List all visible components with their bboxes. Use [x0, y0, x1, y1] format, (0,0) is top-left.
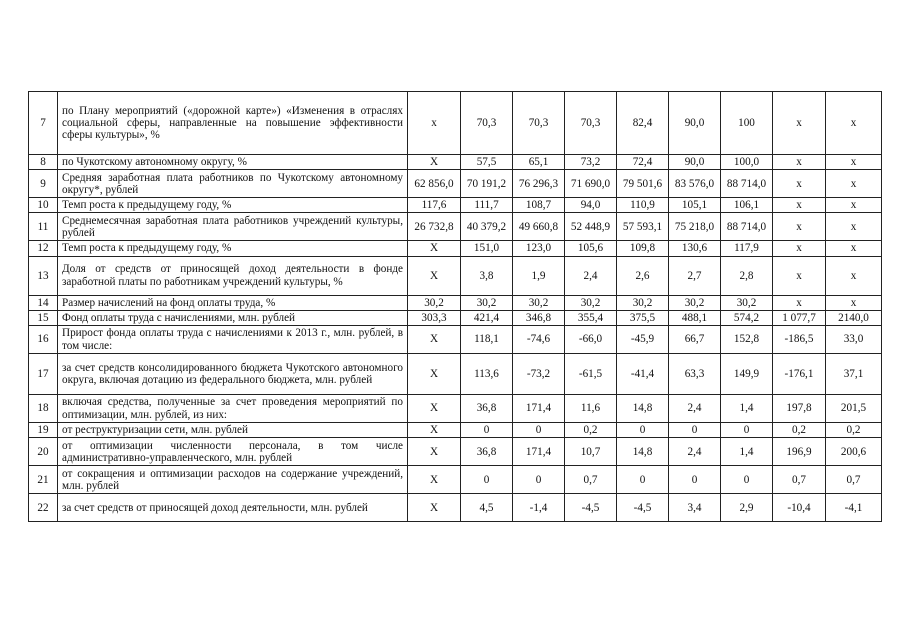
value-cell: 52 448,9: [565, 213, 617, 241]
indicator-name: от реструктуризации сети, млн. рублей: [58, 423, 408, 438]
value-cell: х: [773, 198, 826, 213]
value-cell: -1,4: [513, 494, 565, 522]
value-cell: 0,2: [773, 423, 826, 438]
value-cell: 100: [721, 92, 773, 155]
value-cell: 171,4: [513, 395, 565, 423]
indicator-name: Темп роста к предыдущему году, %: [58, 198, 408, 213]
value-cell: 105,6: [565, 241, 617, 256]
row-number: 18: [29, 395, 58, 423]
indicator-name: по Плану мероприятий («дорожной карте») «Изменения в отраслях социальной сферы, направленные на повышение эффективности сферы культуры», %: [58, 92, 408, 155]
table-row: [29, 310, 882, 325]
value-cell: Х: [408, 395, 461, 423]
value-cell: х: [773, 170, 826, 198]
row-number: 11: [29, 213, 58, 241]
value-cell: 40 379,2: [461, 213, 513, 241]
value-cell: 26 732,8: [408, 213, 461, 241]
value-cell: 49 660,8: [513, 213, 565, 241]
indicator-name: Фонд оплаты труда с начислениями, млн. рублей: [58, 310, 408, 325]
row-number: 7: [29, 92, 58, 155]
value-cell: Х: [408, 155, 461, 170]
value-cell: 2,4: [565, 256, 617, 295]
value-cell: 111,7: [461, 198, 513, 213]
value-cell: 2,4: [669, 438, 721, 466]
value-cell: 421,4: [461, 310, 513, 325]
value-cell: 113,6: [461, 354, 513, 395]
table-row: [29, 213, 882, 241]
value-cell: -41,4: [617, 354, 669, 395]
value-cell: х: [773, 213, 826, 241]
table-row: [29, 170, 882, 198]
value-cell: 66,7: [669, 326, 721, 354]
value-cell: 2,4: [669, 395, 721, 423]
value-cell: 76 296,3: [513, 170, 565, 198]
value-cell: 30,2: [408, 295, 461, 310]
value-cell: 70,3: [565, 92, 617, 155]
value-cell: 375,5: [617, 310, 669, 325]
value-cell: 65,1: [513, 155, 565, 170]
value-cell: 3,4: [669, 494, 721, 522]
value-cell: 10,7: [565, 438, 617, 466]
value-cell: 82,4: [617, 92, 669, 155]
indicator-name: Темп роста к предыдущему году, %: [58, 241, 408, 256]
value-cell: 488,1: [669, 310, 721, 325]
row-number: 17: [29, 354, 58, 395]
value-cell: 63,3: [669, 354, 721, 395]
value-cell: х: [826, 170, 882, 198]
value-cell: 0: [669, 423, 721, 438]
value-cell: 201,5: [826, 395, 882, 423]
value-cell: 574,2: [721, 310, 773, 325]
value-cell: 0: [461, 423, 513, 438]
value-cell: 118,1: [461, 326, 513, 354]
row-number: 13: [29, 256, 58, 295]
value-cell: 14,8: [617, 438, 669, 466]
value-cell: 2,6: [617, 256, 669, 295]
indicators-table: [28, 91, 882, 522]
value-cell: 0: [721, 466, 773, 494]
value-cell: 0,7: [826, 466, 882, 494]
table-row: [29, 466, 882, 494]
value-cell: Х: [408, 241, 461, 256]
value-cell: Х: [408, 354, 461, 395]
value-cell: 1 077,7: [773, 310, 826, 325]
table-row: [29, 354, 882, 395]
value-cell: 90,0: [669, 155, 721, 170]
value-cell: 0,7: [565, 466, 617, 494]
indicator-name: по Чукотскому автономному округу, %: [58, 155, 408, 170]
row-number: 20: [29, 438, 58, 466]
table-row: [29, 295, 882, 310]
value-cell: 79 501,6: [617, 170, 669, 198]
value-cell: 30,2: [617, 295, 669, 310]
value-cell: 30,2: [721, 295, 773, 310]
value-cell: 196,9: [773, 438, 826, 466]
indicator-name: Средняя заработная плата работников по Чукотскому автономному округу*, рублей: [58, 170, 408, 198]
value-cell: Х: [408, 494, 461, 522]
row-number: 15: [29, 310, 58, 325]
value-cell: -10,4: [773, 494, 826, 522]
value-cell: -4,1: [826, 494, 882, 522]
value-cell: 90,0: [669, 92, 721, 155]
indicator-name: Среднемесячная заработная плата работников учреждений культуры, рублей: [58, 213, 408, 241]
value-cell: 2,9: [721, 494, 773, 522]
value-cell: 0,2: [565, 423, 617, 438]
indicator-name: за счет средств консолидированного бюджета Чукотского автономного округа, включая дотацию из федерального бюджета, млн. рублей: [58, 354, 408, 395]
value-cell: 0,7: [773, 466, 826, 494]
value-cell: х: [773, 241, 826, 256]
value-cell: 70,3: [461, 92, 513, 155]
value-cell: 1,4: [721, 395, 773, 423]
value-cell: 62 856,0: [408, 170, 461, 198]
value-cell: 30,2: [565, 295, 617, 310]
value-cell: 152,8: [721, 326, 773, 354]
value-cell: 2,8: [721, 256, 773, 295]
value-cell: -61,5: [565, 354, 617, 395]
value-cell: 117,9: [721, 241, 773, 256]
value-cell: 0: [513, 423, 565, 438]
value-cell: 88 714,0: [721, 213, 773, 241]
value-cell: 123,0: [513, 241, 565, 256]
value-cell: х: [773, 256, 826, 295]
table-body: [29, 92, 882, 522]
value-cell: 71 690,0: [565, 170, 617, 198]
value-cell: 0: [721, 423, 773, 438]
value-cell: 303,3: [408, 310, 461, 325]
value-cell: 1,9: [513, 256, 565, 295]
value-cell: 36,8: [461, 438, 513, 466]
value-cell: Х: [408, 423, 461, 438]
value-cell: 33,0: [826, 326, 882, 354]
value-cell: -73,2: [513, 354, 565, 395]
value-cell: х: [826, 213, 882, 241]
value-cell: 130,6: [669, 241, 721, 256]
value-cell: -4,5: [617, 494, 669, 522]
value-cell: -176,1: [773, 354, 826, 395]
value-cell: 11,6: [565, 395, 617, 423]
value-cell: 75 218,0: [669, 213, 721, 241]
value-cell: 2,7: [669, 256, 721, 295]
table-row: [29, 155, 882, 170]
value-cell: 4,5: [461, 494, 513, 522]
value-cell: -74,6: [513, 326, 565, 354]
table-row: [29, 326, 882, 354]
value-cell: х: [773, 92, 826, 155]
indicator-name: от сокращения и оптимизации расходов на содержание учреждений, млн. рублей: [58, 466, 408, 494]
indicator-name: за счет средств от приносящей доход деятельности, млн. рублей: [58, 494, 408, 522]
value-cell: 151,0: [461, 241, 513, 256]
value-cell: 200,6: [826, 438, 882, 466]
table-row: [29, 198, 882, 213]
value-cell: 197,8: [773, 395, 826, 423]
table-row: [29, 92, 882, 155]
value-cell: Х: [408, 438, 461, 466]
indicator-name: от оптимизации численности персонала, в том числе административно-управленческого, млн. рублей: [58, 438, 408, 466]
value-cell: х: [408, 92, 461, 155]
value-cell: 88 714,0: [721, 170, 773, 198]
value-cell: 110,9: [617, 198, 669, 213]
row-number: 9: [29, 170, 58, 198]
table-row: [29, 494, 882, 522]
value-cell: -45,9: [617, 326, 669, 354]
value-cell: 73,2: [565, 155, 617, 170]
table-row: [29, 423, 882, 438]
value-cell: 346,8: [513, 310, 565, 325]
value-cell: 0: [617, 466, 669, 494]
value-cell: 0: [513, 466, 565, 494]
value-cell: 83 576,0: [669, 170, 721, 198]
value-cell: х: [826, 256, 882, 295]
value-cell: 30,2: [461, 295, 513, 310]
row-number: 19: [29, 423, 58, 438]
indicator-name: включая средства, полученные за счет проведения мероприятий по оптимизации, млн. рублей, из них:: [58, 395, 408, 423]
value-cell: 37,1: [826, 354, 882, 395]
row-number: 12: [29, 241, 58, 256]
value-cell: 100,0: [721, 155, 773, 170]
value-cell: 70,3: [513, 92, 565, 155]
row-number: 21: [29, 466, 58, 494]
value-cell: Х: [408, 466, 461, 494]
value-cell: х: [826, 295, 882, 310]
value-cell: 171,4: [513, 438, 565, 466]
value-cell: Х: [408, 326, 461, 354]
value-cell: 94,0: [565, 198, 617, 213]
value-cell: 57 593,1: [617, 213, 669, 241]
row-number: 14: [29, 295, 58, 310]
table-row: [29, 256, 882, 295]
row-number: 8: [29, 155, 58, 170]
value-cell: 355,4: [565, 310, 617, 325]
value-cell: 2140,0: [826, 310, 882, 325]
value-cell: 57,5: [461, 155, 513, 170]
indicator-name: Прирост фонда оплаты труда с начислениями к 2013 г., млн. рублей, в том числе:: [58, 326, 408, 354]
table-row: [29, 438, 882, 466]
value-cell: 0: [669, 466, 721, 494]
value-cell: 108,7: [513, 198, 565, 213]
value-cell: 0: [461, 466, 513, 494]
row-number: 16: [29, 326, 58, 354]
value-cell: 1,4: [721, 438, 773, 466]
value-cell: -186,5: [773, 326, 826, 354]
table-row: [29, 395, 882, 423]
value-cell: 14,8: [617, 395, 669, 423]
value-cell: х: [826, 198, 882, 213]
value-cell: 106,1: [721, 198, 773, 213]
value-cell: 30,2: [669, 295, 721, 310]
value-cell: -4,5: [565, 494, 617, 522]
value-cell: 109,8: [617, 241, 669, 256]
table-row: [29, 241, 882, 256]
value-cell: х: [826, 241, 882, 256]
value-cell: х: [826, 92, 882, 155]
indicator-name: Доля от средств от приносящей доход деятельности в фонде заработной платы по работникам учреждений культуры, %: [58, 256, 408, 295]
value-cell: х: [773, 295, 826, 310]
value-cell: 72,4: [617, 155, 669, 170]
row-number: 10: [29, 198, 58, 213]
value-cell: -66,0: [565, 326, 617, 354]
value-cell: х: [826, 155, 882, 170]
value-cell: 30,2: [513, 295, 565, 310]
value-cell: 0,2: [826, 423, 882, 438]
value-cell: Х: [408, 256, 461, 295]
value-cell: 105,1: [669, 198, 721, 213]
value-cell: 3,8: [461, 256, 513, 295]
row-number: 22: [29, 494, 58, 522]
value-cell: 149,9: [721, 354, 773, 395]
indicator-name: Размер начислений на фонд оплаты труда, %: [58, 295, 408, 310]
value-cell: 0: [617, 423, 669, 438]
value-cell: 117,6: [408, 198, 461, 213]
value-cell: 70 191,2: [461, 170, 513, 198]
value-cell: 36,8: [461, 395, 513, 423]
value-cell: х: [773, 155, 826, 170]
